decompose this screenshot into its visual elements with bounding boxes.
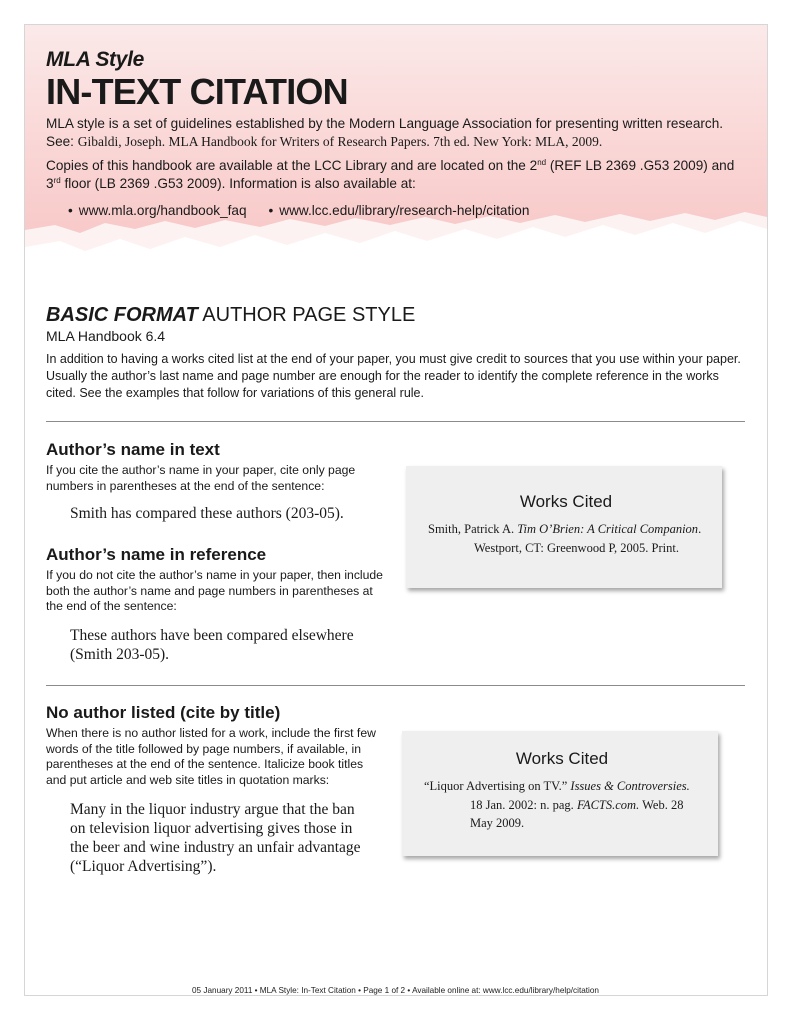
link-list	[68, 203, 746, 218]
copies-paragraph	[46, 157, 746, 193]
copies-sup-1: nd	[537, 158, 547, 167]
no-author-example: Many in the liquor industry argue that the ban on television liquor advertising gives those in the beer and wine industry an unfair advantage (“Liquor Advertising”).	[70, 801, 361, 875]
author-in-ref-desc: If you do not cite the author’s name in your paper, then include both the author’s name and page numbers in parentheses at the end of the sentence:	[46, 568, 383, 613]
divider	[46, 685, 745, 686]
link-item[interactable]	[269, 203, 530, 218]
no-author-section	[46, 703, 381, 876]
handbook-reference: MLA Handbook 6.4	[46, 328, 166, 344]
author-in-text-heading: Author’s name in text	[46, 440, 220, 459]
entry-date: 18 Jan. 2002: n. pag.	[470, 797, 577, 812]
basic-format-body: In addition to having a works cited list at the end of your paper, you must give credit to sources that you use within your paper. Usually the author’s last name and page number are enough for the reader to identify the complete reference in the works cited. See the examples that follow for variations of this general rule.	[46, 352, 741, 400]
section-heading-bold: BASIC FORMAT	[46, 304, 198, 326]
works-cited-card	[402, 731, 718, 856]
link-item[interactable]	[68, 203, 247, 218]
divider	[46, 421, 745, 422]
no-author-desc: When there is no author listed for a work, include the first few words of the title followed by page numbers, if available, in parentheses at the end of the sentence. Italicize book titles and put article and web site titles in quotation marks:	[46, 726, 376, 787]
works-cited-card	[406, 466, 722, 588]
author-in-ref-section	[46, 545, 391, 664]
works-cited-title: Works Cited	[519, 492, 613, 511]
works-cited-entry	[424, 777, 700, 833]
author-in-text-example: Smith has compared these authors (203-05).	[70, 505, 344, 522]
entry-publication: . Westport, CT: Greenwood P, 2005. Print.	[474, 522, 702, 555]
author-in-ref-example: These authors have been compared elsewhere (Smith 203-05).	[70, 626, 354, 663]
works-cited-title: Works Cited	[515, 749, 609, 768]
entry-access: Web. 28 May 2009.	[470, 797, 684, 830]
entry-title: Tim O’Brien: A Critical Companion	[517, 522, 699, 536]
page-title: IN-TEXT CITATION	[46, 71, 348, 112]
copies-text-2: (REF LB 2369 .G53 2009) and 3	[46, 158, 735, 191]
header	[46, 48, 746, 218]
author-in-ref-heading: Author’s name in reference	[46, 545, 267, 564]
bullet-icon: •	[268, 203, 274, 218]
no-author-heading: No author listed (cite by title)	[46, 703, 281, 722]
works-cited-entry	[428, 520, 704, 557]
kicker: MLA Style	[46, 48, 145, 71]
link-lcc[interactable]: www.lcc.edu/library/research-help/citation	[279, 203, 530, 218]
intro-text: MLA style is a set of guidelines established by the Modern Language Association for presenting written research. See:	[46, 116, 724, 149]
entry-source: Issues & Controversies.	[570, 779, 690, 793]
page-footer: 05 January 2011 • MLA Style: In-Text Citation • Page 1 of 2 • Available online at: www.lcc.edu/library/help/citation	[192, 986, 599, 995]
basic-format-section	[46, 303, 746, 402]
copies-text-3: floor (LB 2369 .G53 2009). Information is also available at:	[60, 176, 416, 191]
copies-text-1: Copies of this handbook are available at the LCC Library and are located on the 2	[46, 158, 538, 173]
entry-article: “Liquor Advertising on TV.”	[424, 779, 571, 793]
author-in-text-section	[46, 440, 391, 523]
link-mla[interactable]: www.mla.org/handbook_faq	[78, 203, 247, 218]
section-heading	[46, 303, 746, 327]
copies-sup-2: rd	[53, 176, 61, 185]
entry-author: Smith, Patrick A.	[428, 522, 518, 536]
intro-paragraph	[46, 115, 746, 151]
intro-reference: Gibaldi, Joseph. MLA Handbook for Writers of Research Papers. 7th ed. New York: MLA, 2009.	[77, 134, 603, 149]
entry-database: FACTS.com.	[576, 797, 640, 812]
section-heading-rest: AUTHOR PAGE STYLE	[197, 304, 416, 326]
author-in-text-desc: If you cite the author’s name in your paper, cite only page numbers in parentheses at the end of the sentence:	[46, 463, 356, 493]
bullet-icon: •	[68, 203, 73, 218]
